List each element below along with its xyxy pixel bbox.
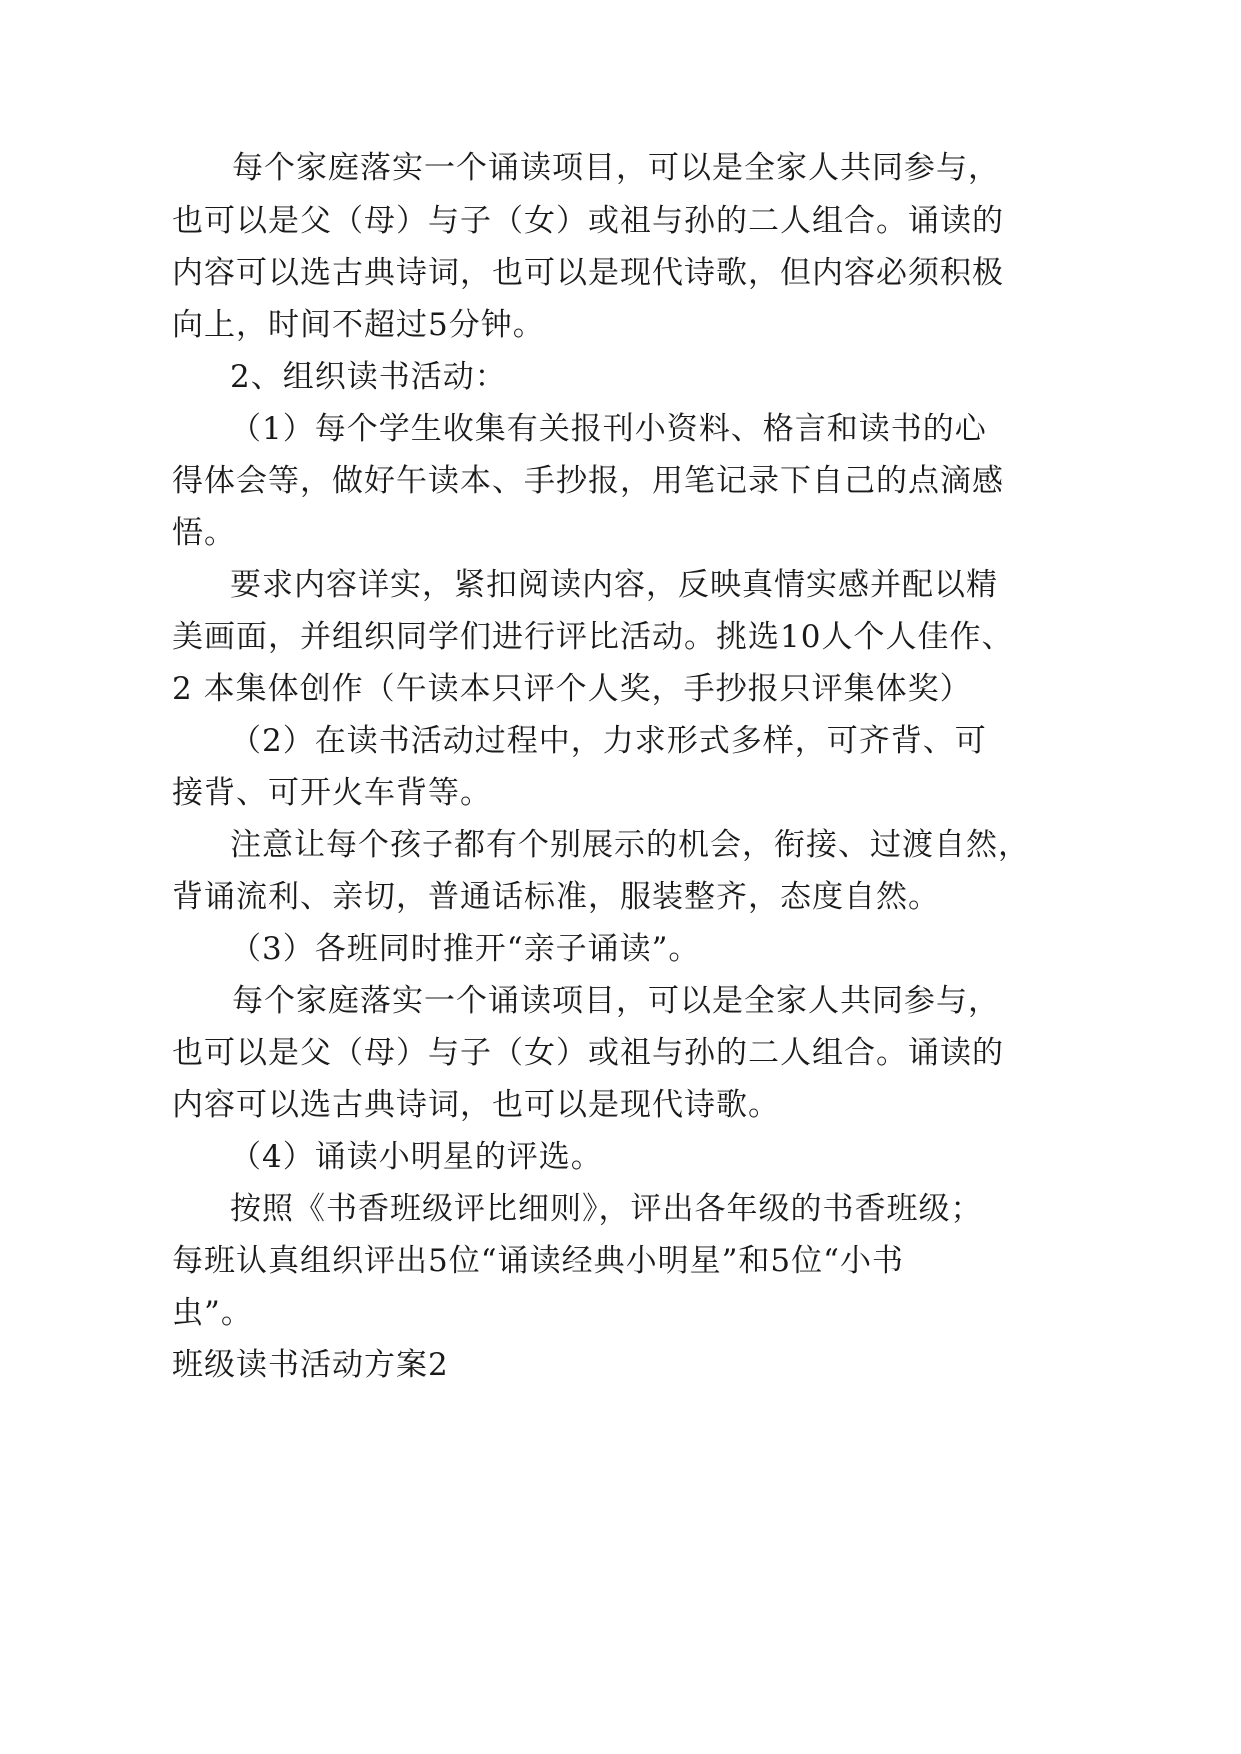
text-line: 2 本集体创作（午读本只评个人奖，手抄报只评集体奖）: [172, 671, 972, 707]
text-line: （2）在读书活动过程中，力求形式多样，可齐背、可: [230, 723, 987, 759]
document-title: 班级读书活动方案2: [172, 1347, 449, 1383]
text-line: 也可以是父（母）与子（女）或祖与孙的二人组合。诵读的: [172, 203, 1004, 239]
text-line: 向上，时间不超过5分钟。: [172, 307, 545, 343]
text-line: 虫”。: [172, 1295, 253, 1331]
text-line: 得体会等，做好午读本、手抄报，用笔记录下自己的点滴感: [172, 463, 1004, 499]
section-heading: 2、组织读书活动：: [230, 359, 507, 395]
text-line: （1）每个学生收集有关报刊小资料、格言和读书的心: [230, 411, 987, 447]
text-line: 内容可以选古典诗词，也可以是现代诗歌。: [172, 1087, 780, 1123]
text-line: （4）诵读小明星的评选。: [230, 1139, 603, 1175]
text-line: 美画面，并组织同学们进行评比活动。挑选10人个人佳作、: [172, 619, 1014, 655]
text-line: 每个家庭落实一个诵读项目，可以是全家人共同参与，: [232, 983, 1000, 1019]
text-line: 每个家庭落实一个诵读项目，可以是全家人共同参与，: [232, 150, 1000, 186]
text-line: 每班认真组织评出5位“诵读经典小明星”和5位“小书: [172, 1243, 904, 1279]
text-line: （3）各班同时推开“亲子诵读”。: [230, 931, 701, 967]
text-line: 背诵流利、亲切，普通话标准，服装整齐，态度自然。: [172, 879, 940, 915]
text-line: 接背、可开火车背等。: [172, 775, 492, 811]
text-line: 注意让每个孩子都有个别展示的机会，衔接、过渡自然，: [230, 827, 1030, 863]
text-line: 按照《书香班级评比细则》，评出各年级的书香班级；: [230, 1191, 983, 1227]
text-line: 要求内容详实，紧扣阅读内容，反映真情实感并配以精: [230, 567, 998, 603]
text-line: 悟。: [172, 515, 236, 551]
text-line: 也可以是父（母）与子（女）或祖与孙的二人组合。诵读的: [172, 1035, 1004, 1071]
text-line: 内容可以选古典诗词，也可以是现代诗歌，但内容必须积极: [172, 255, 1004, 291]
